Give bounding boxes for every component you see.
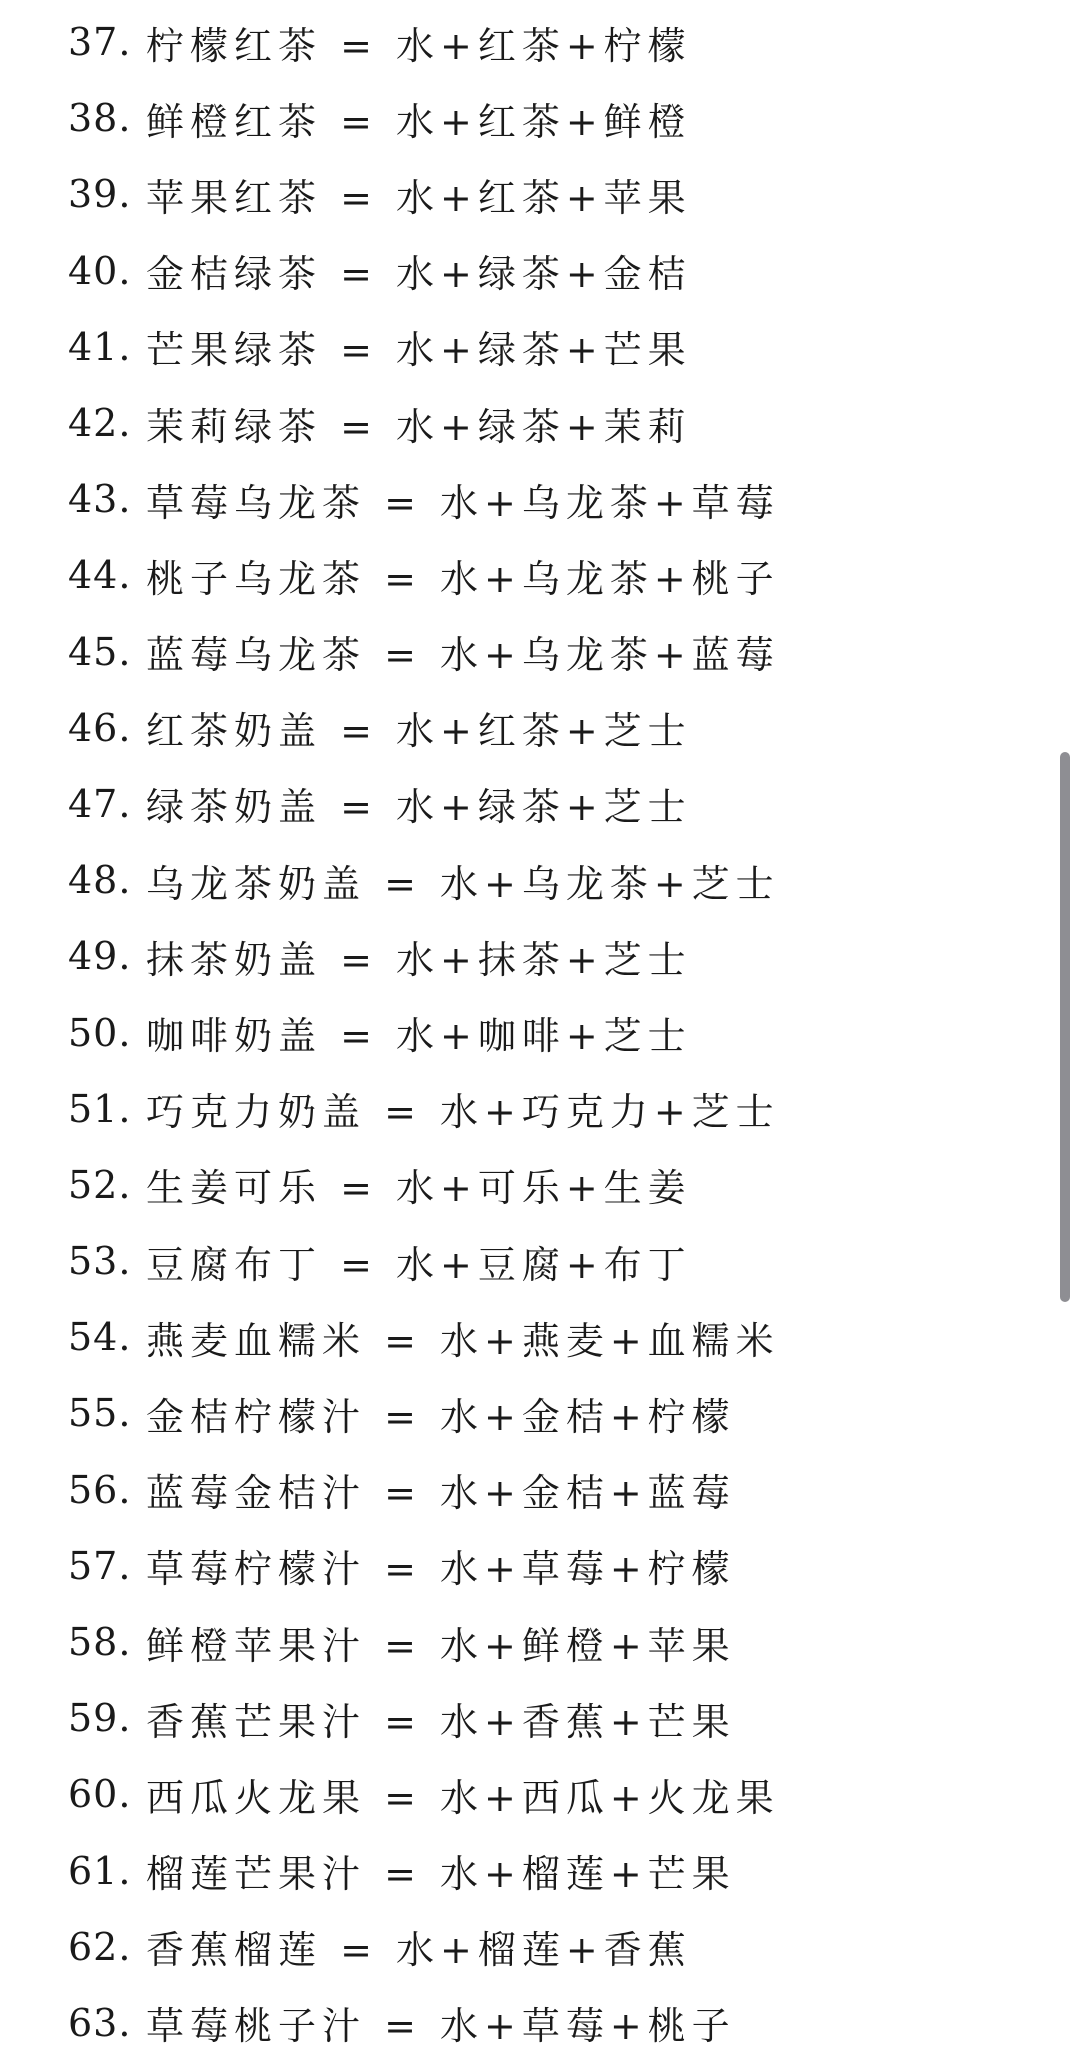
item-text: 鲜橙苹果汁 = 水+鲜橙+苹果 <box>146 1623 736 1668</box>
item-number: 48. <box>68 858 132 903</box>
item-text: 茉莉绿茶 = 水+绿茶+茉莉 <box>146 404 692 449</box>
item-text: 豆腐布丁 = 水+豆腐+布丁 <box>146 1242 692 1287</box>
list-item <box>0 385 1040 461</box>
item-number: 46. <box>68 705 132 750</box>
item-number: 50. <box>68 1010 132 1055</box>
list-item <box>0 1680 1040 1756</box>
list-item <box>0 1375 1040 1451</box>
list-item <box>0 1528 1040 1604</box>
item-text: 绿茶奶盖 = 水+绿茶+芝士 <box>146 785 692 830</box>
item-text: 抹茶奶盖 = 水+抹茶+芝士 <box>146 937 692 982</box>
item-text: 红茶奶盖 = 水+红茶+芝士 <box>146 709 692 754</box>
item-number: 62. <box>68 1924 132 1969</box>
item-number: 42. <box>68 401 132 446</box>
item-number: 38. <box>68 96 132 141</box>
item-text: 鲜橙红茶 = 水+红茶+鲜橙 <box>146 99 692 144</box>
item-text: 苹果红茶 = 水+红茶+苹果 <box>146 175 692 220</box>
item-text: 西瓜火龙果 = 水+西瓜+火龙果 <box>146 1775 780 1820</box>
item-number: 61. <box>68 1848 132 1893</box>
list-item <box>0 1071 1040 1147</box>
item-text: 金桔柠檬汁 = 水+金桔+柠檬 <box>146 1394 736 1439</box>
item-text: 巧克力奶盖 = 水+巧克力+芝士 <box>146 1090 780 1135</box>
item-number: 43. <box>68 477 132 522</box>
list-item <box>0 918 1040 994</box>
list-item <box>0 842 1040 918</box>
list-item <box>0 1604 1040 1680</box>
item-number: 51. <box>68 1086 132 1131</box>
item-text: 桃子乌龙茶 = 水+乌龙茶+桃子 <box>146 556 780 601</box>
item-text: 香蕉榴莲 = 水+榴莲+香蕉 <box>146 1928 692 1973</box>
item-text: 生姜可乐 = 水+可乐+生姜 <box>146 1166 692 1211</box>
list-item <box>0 690 1040 766</box>
list-item <box>0 1223 1040 1299</box>
item-text: 金桔绿茶 = 水+绿茶+金桔 <box>146 252 692 297</box>
list-item <box>0 1833 1040 1909</box>
list-item <box>0 4 1040 80</box>
item-text: 芒果绿茶 = 水+绿茶+芒果 <box>146 328 692 373</box>
item-text: 柠檬红茶 = 水+红茶+柠檬 <box>146 23 692 68</box>
item-text: 香蕉芒果汁 = 水+香蕉+芒果 <box>146 1699 736 1744</box>
item-text: 草莓柠檬汁 = 水+草莓+柠檬 <box>146 1547 736 1592</box>
list-item <box>0 156 1040 232</box>
item-text: 蓝莓金桔汁 = 水+金桔+蓝莓 <box>146 1471 736 1516</box>
item-number: 56. <box>68 1467 132 1512</box>
item-text: 草莓乌龙茶 = 水+乌龙茶+草莓 <box>146 480 780 525</box>
item-number: 40. <box>68 248 132 293</box>
list-item <box>0 1985 1040 2061</box>
list-item <box>0 1452 1040 1528</box>
item-number: 45. <box>68 629 132 674</box>
recipe-list <box>0 4 1040 2061</box>
item-number: 55. <box>68 1391 132 1436</box>
list-item <box>0 1147 1040 1223</box>
item-number: 54. <box>68 1315 132 1360</box>
item-number: 59. <box>68 1696 132 1741</box>
item-number: 39. <box>68 172 132 217</box>
item-number: 58. <box>68 1620 132 1665</box>
item-text: 乌龙茶奶盖 = 水+乌龙茶+芝士 <box>146 861 780 906</box>
item-text: 蓝莓乌龙茶 = 水+乌龙茶+蓝莓 <box>146 633 780 678</box>
list-item <box>0 1299 1040 1375</box>
list-item <box>0 1909 1040 1985</box>
list-item <box>0 461 1040 537</box>
item-text: 榴莲芒果汁 = 水+榴莲+芒果 <box>146 1852 736 1897</box>
list-item <box>0 1756 1040 1832</box>
list-item <box>0 309 1040 385</box>
item-text: 草莓桃子汁 = 水+草莓+桃子 <box>146 2004 736 2049</box>
list-item <box>0 994 1040 1070</box>
item-number: 52. <box>68 1162 132 1207</box>
item-number: 63. <box>68 2000 132 2045</box>
item-number: 41. <box>68 324 132 369</box>
item-text: 燕麦血糯米 = 水+燕麦+血糯米 <box>146 1318 780 1363</box>
item-number: 37. <box>68 20 132 65</box>
list-item <box>0 233 1040 309</box>
item-text: 咖啡奶盖 = 水+咖啡+芝士 <box>146 1014 692 1059</box>
list-item <box>0 80 1040 156</box>
item-number: 53. <box>68 1239 132 1284</box>
list-item <box>0 537 1040 613</box>
item-number: 47. <box>68 781 132 826</box>
item-number: 57. <box>68 1543 132 1588</box>
scrollbar-thumb[interactable] <box>1060 752 1070 1302</box>
item-number: 60. <box>68 1772 132 1817</box>
item-number: 49. <box>68 934 132 979</box>
list-item <box>0 614 1040 690</box>
vertical-scrollbar[interactable] <box>1060 0 1070 2062</box>
item-number: 44. <box>68 553 132 598</box>
list-item <box>0 766 1040 842</box>
